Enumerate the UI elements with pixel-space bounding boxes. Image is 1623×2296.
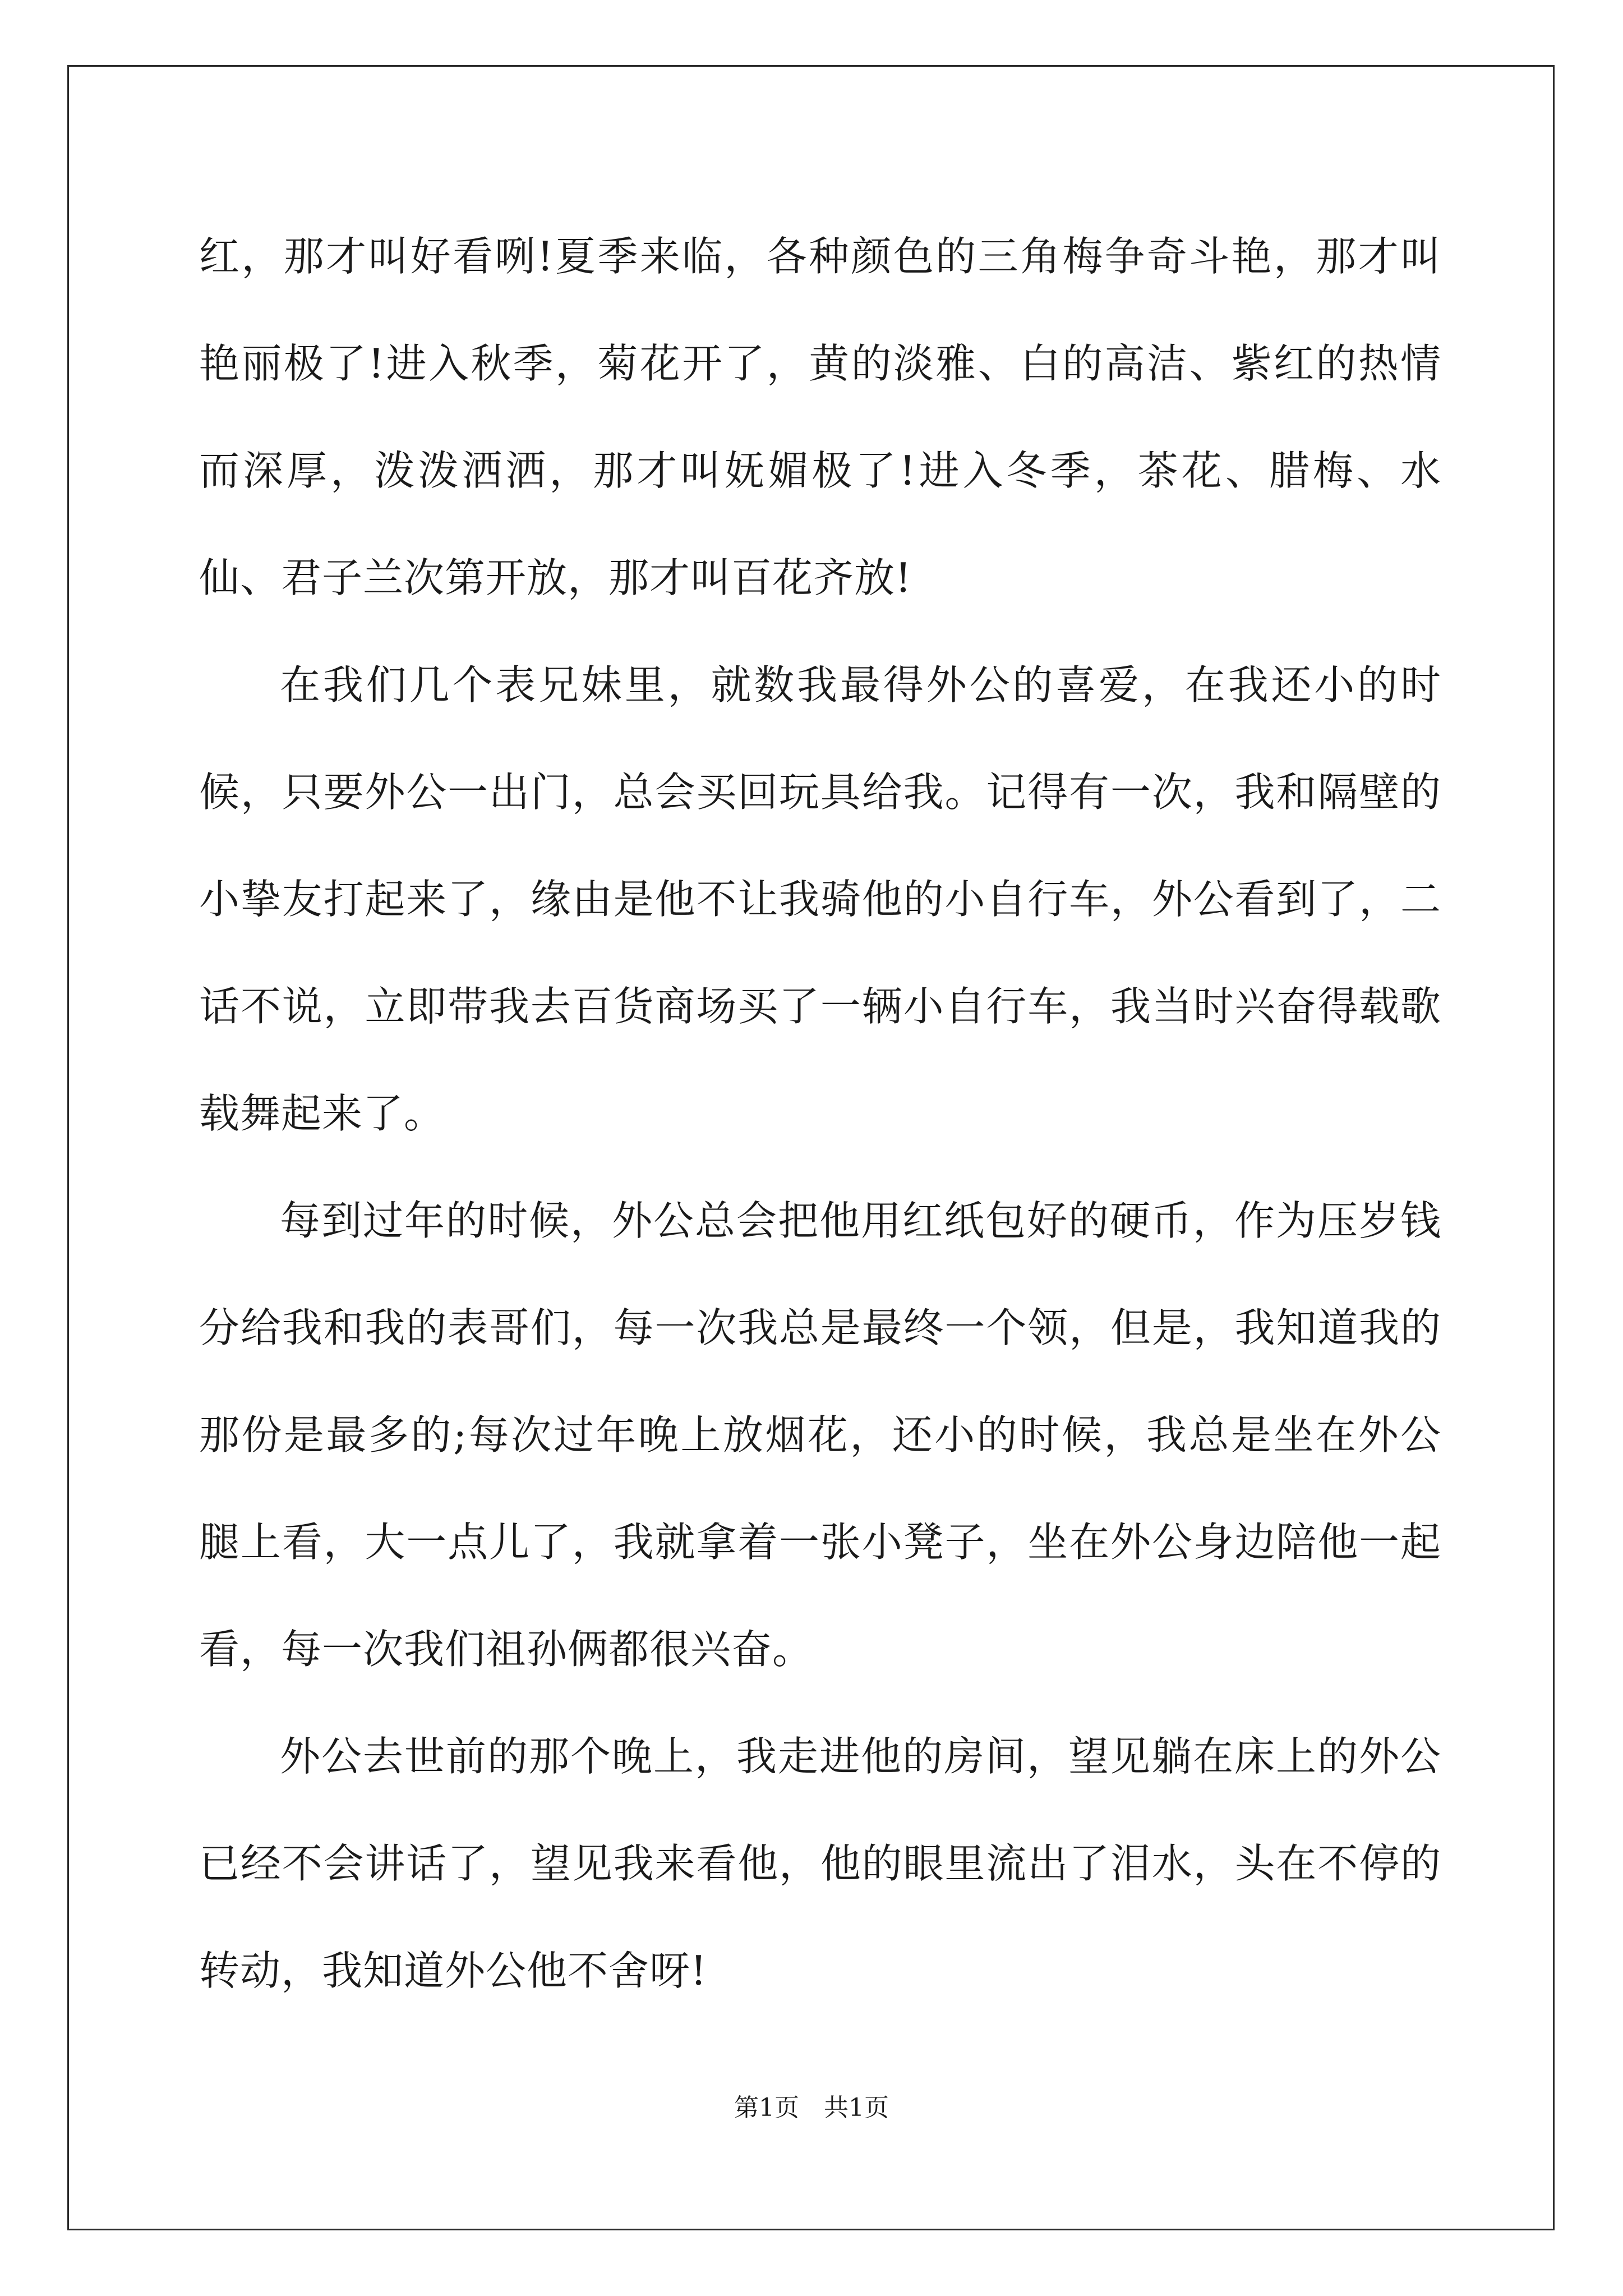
paragraph-2: 在我们几个表兄妹里，就数我最得外公的喜爱，在我还小的时候，只要外公一出门，总会买回玩具给我。记得有一次，我和隔壁的小挚友打起来了，缘由是他不让我骑他的小自行车，外公看到了，二话不说，立即带我去百货商场买了一辆小自行车，我当时兴奋得载歌载舞起来了。 <box>199 661 1441 1137</box>
paragraph-3: 每到过年的时候，外公总会把他用红纸包好的硬币，作为压岁钱分给我和我的表哥们，每一次我总是最终一个领，但是，我知道我的那份是最多的;每次过年晚上放烟花，还小的时候，我总是坐在外公腿上看，大一点儿了，我就拿着一张小凳子，坐在外公身边陪他一起看，每一次我们祖孙俩都很兴奋。 <box>199 1197 1441 1673</box>
paragraph-4: 外公去世前的那个晚上，我走进他的房间，望见躺在床上的外公已经不会讲话了，望见我来看他，他的眼里流出了泪水，头在不停的转动，我知道外公他不舍呀! <box>199 1733 1441 1994</box>
page-number-footer: 第1页 共1页 <box>734 2093 889 2122</box>
paragraph-1: 红，那才叫好看咧!夏季来临，各种颜色的三角梅争奇斗艳，那才叫艳丽极了!进入秋季，菊花开了，黄的淡雅、白的高洁、紫红的热情而深厚，泼泼洒洒，那才叫妩媚极了!进入冬季，茶花、腊梅、水仙、君子兰次第开放，那才叫百花齐放! <box>199 233 1441 601</box>
document-body <box>199 203 1441 2026</box>
